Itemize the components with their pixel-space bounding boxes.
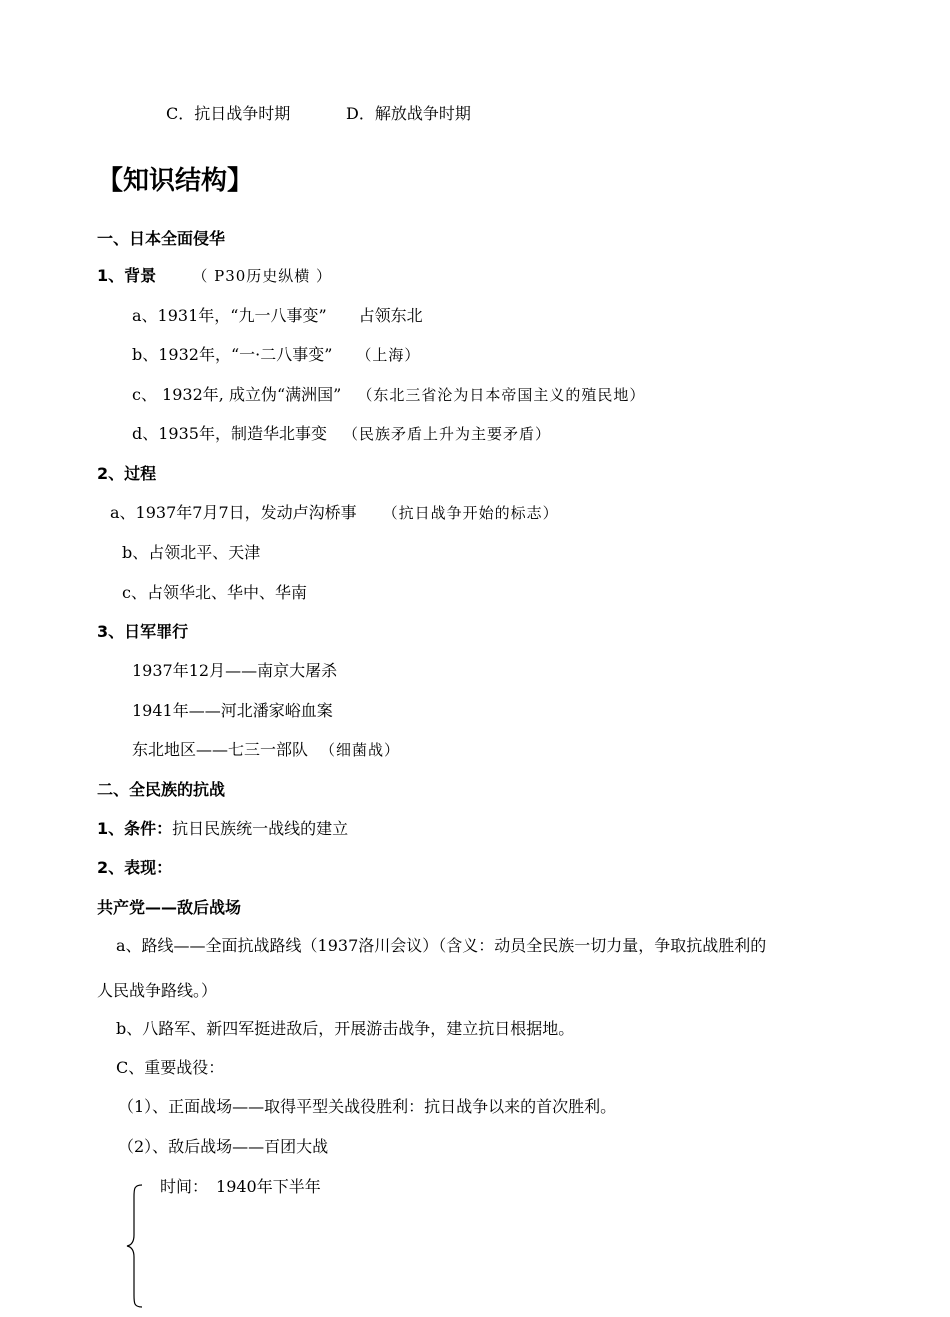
process-item-c: c、占领华北、华中、华南 — [122, 583, 307, 602]
bg-item-c — [132, 385, 645, 405]
bg-item-d — [132, 424, 551, 444]
ccp-label: 共产党——敌后战场 — [97, 898, 242, 917]
line-b: b、八路军、新四军挺进敌后，开展游击战争，建立抗日根据地。 — [116, 1019, 575, 1038]
part1-heading: 一、日本全面侵华 — [97, 229, 226, 248]
line-a-2: 人民战争路线。） — [97, 981, 218, 1000]
bg-item-a-text: a、1931年，“九一八事变” — [132, 306, 327, 325]
condition-text: 抗日民族统一战线的建立 — [172, 819, 349, 838]
section-title: 【知识结构】 — [97, 166, 254, 196]
line-c: C、重要战役： — [116, 1058, 225, 1077]
crime-item-1: 1937年12月——南京大屠杀 — [132, 661, 338, 680]
part2-heading: 二、全民族的抗战 — [97, 780, 226, 799]
option-c: C．抗日战争时期 — [166, 104, 291, 123]
process-label: 2、过程 — [97, 464, 157, 483]
performance-label: 2、表现： — [97, 858, 173, 877]
bg-item-b-extra: （上海） — [356, 346, 421, 364]
bg-item-a-extra: 占领东北 — [358, 306, 423, 325]
background-line — [97, 266, 332, 286]
process-item-a-text: a、1937年7月7日，发动卢沟桥事 — [110, 503, 357, 522]
battle-1: （1）、正面战场——取得平型关战役胜利：抗日战争以来的首次胜利。 — [118, 1097, 617, 1116]
crime-item-3-extra: （细菌战） — [320, 741, 401, 759]
process-item-a — [110, 503, 559, 523]
bg-item-b-text: b、1932年，“一·二八事变” — [132, 345, 333, 364]
crime-item-2: 1941年——河北潘家峪血案 — [132, 701, 333, 720]
bg-item-d-extra: （民族矛盾上升为主要矛盾） — [342, 425, 551, 443]
bg-item-c-text: c、 1932年, 成立伪“满洲国” — [132, 385, 342, 404]
crime-item-3 — [132, 740, 400, 760]
bg-item-d-text: d、1935年，制造华北事变 — [132, 424, 327, 443]
condition-label: 1、条件： — [97, 819, 173, 838]
background-label: 1、背景 — [97, 266, 157, 285]
bg-item-b — [132, 345, 420, 365]
line-a-1: a、路线——全面抗战路线（1937洛川会议）（含义：动员全民族一切力量，争取抗战胜利的 — [116, 936, 767, 955]
time-value: 1940年下半年 — [216, 1177, 321, 1196]
time-line — [160, 1177, 321, 1197]
condition-line — [97, 819, 348, 839]
process-item-a-extra: （抗日战争开始的标志） — [382, 504, 559, 522]
bg-item-c-extra: （东北三省沦为日本帝国主义的殖民地） — [357, 386, 646, 404]
bg-item-a — [132, 306, 423, 326]
battle-2: （2）、敌后战场——百团大战 — [118, 1137, 329, 1156]
crime-item-3-text: 东北地区——七三一部队 — [132, 740, 309, 759]
process-item-b: b、占领北平、天津 — [122, 543, 261, 562]
background-note: （ P30历史纵横 ） — [192, 267, 333, 285]
crimes-label: 3、日军罪行 — [97, 622, 189, 641]
curly-brace-icon — [124, 1183, 148, 1309]
time-label: 时间： — [160, 1177, 209, 1196]
option-d: D．解放战争时期 — [346, 104, 471, 123]
